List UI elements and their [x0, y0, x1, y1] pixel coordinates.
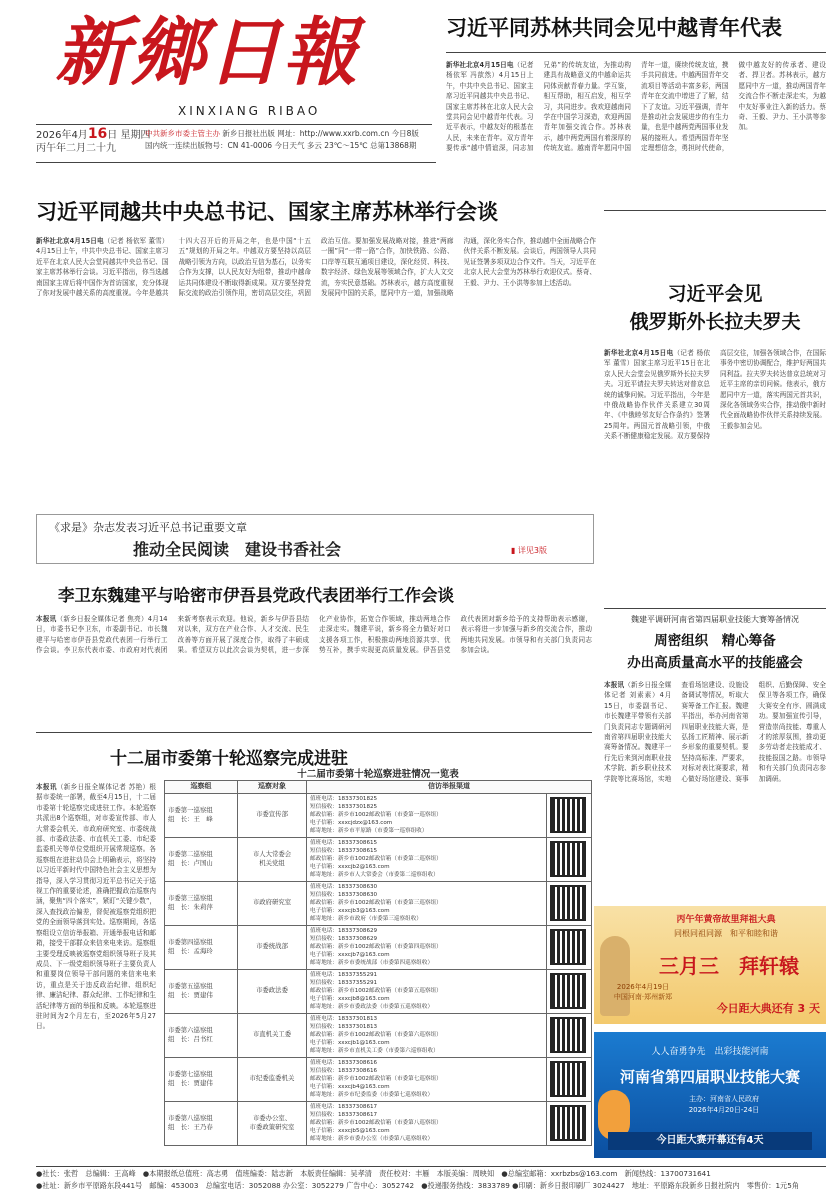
ad1-countdown: 今日距大典还有 3 天: [716, 1002, 820, 1015]
feature-ref-link[interactable]: ▮ 详见3版: [510, 546, 547, 555]
ad1-line3: 三月三 拜轩辕: [659, 954, 799, 978]
cell-target: 市委统战部: [238, 925, 307, 969]
story6-headline: 十二届市委第十轮巡察完成进驻: [110, 749, 348, 769]
story5-headline: 周密组织 精心筹备 办出高质量高水平的技能盛会: [627, 633, 803, 671]
qr-code-cell: [547, 969, 592, 1013]
cell-contact: 值班电话：18337301825 短信接收：18337301825 邮政信箱：新乡市1002邮政信箱（市委第一巡察组） 电子信箱：xxxcjdzx@163.com 邮寄地址：新乡市平原路（市委第一巡察组收）: [307, 793, 547, 837]
qr-code-icon[interactable]: [550, 929, 586, 965]
ad1-line2: 同根同祖同源 和平和睦和谐: [674, 929, 778, 938]
ad1-line1: 丙午年黄帝故里拜祖大典: [676, 915, 776, 925]
qr-code-icon[interactable]: [550, 1105, 586, 1141]
qr-code-cell: [547, 793, 592, 837]
ad2-line1: 人人奋勇争先 出彩技能河南: [651, 1047, 769, 1057]
cell-group: 市委第一巡察组 组 长：王 峰: [165, 793, 238, 837]
cell-group: 市委第二巡察组 组 长：卢国山: [165, 837, 238, 881]
cell-group: 市委第六巡察组 组 长：吕书红: [165, 1013, 238, 1057]
masthead-bottom-rule: [36, 162, 436, 163]
story4-bottom-rule: [36, 732, 592, 733]
table-row: [165, 969, 592, 1013]
table-row: [165, 793, 592, 837]
cell-target: 市委政法委: [238, 969, 307, 1013]
table-row: [165, 837, 592, 881]
story3-body: 新华社北京4月15日电（记者 杨依军 董雪）国家主席习近平15日在北京人民大会堂会见俄罗斯外长拉夫罗夫。习近平请拉夫罗夫转达对普京总统的诚挚问候。习近平指出，今年是中俄战略协作伙伴关系建立30周年、《中俄睦邻友好合作条约》签署25周年。两国元首战略引领，中俄关系不断健康稳定发展。双方要保持高层交往，加强各领域合作，在国际事务中密切协调配合，维护好两国共同利益。拉夫罗夫转达普京总统对习近平主席的亲切问候。他表示，俄方愿同中方一道，落实两国元首共识，深化各领域务实合作，推动俄中新时代全面战略协作伙伴关系持续发展。王毅参加会见。: [604, 349, 826, 441]
qr-code-cell: [547, 1101, 592, 1145]
story3-top-rule: [604, 210, 826, 211]
footer-rule: [36, 1166, 826, 1167]
cell-group: 市委第七巡察组 组 长：贾建伟: [165, 1057, 238, 1101]
cell-target: 市委宣传部: [238, 793, 307, 837]
story5-body: 本报讯（新乡日报全媒体记者 刘素素）4月15日，市委副书记、市长魏建平带领有关部门负责同志专题调研河南省第四届职业技能大赛筹备情况。魏建平一行先后来到河南职业技术学院、新乡职业技术学院等比赛场馆，实地查看场馆建设、设施设备调试等情况，听取大赛筹备工作汇报。魏建平指出，举办河南省第四届职业技能大赛，是弘扬工匠精神、展示新乡形象的重要契机。要坚持高标准、严要求，对标对表比赛要求，精心做好场馆建设、赛事组织、后勤保障、安全保卫等各项工作，确保大赛安全有序、圆满成功。要加强宣传引导，营造崇尚技能、尊重人才的浓厚氛围，推动更多劳动者走技能成才、技能报国之路。市领导和有关部门负责同志参加调研。: [604, 681, 826, 783]
feature-box: [36, 514, 594, 564]
qr-code-cell: [547, 925, 592, 969]
col-header-target: 巡察对象: [238, 781, 307, 794]
table-row: [165, 1057, 592, 1101]
ad2-line2: 河南省第四届职业技能大赛: [619, 1068, 800, 1086]
story1-rule: [446, 52, 826, 53]
qr-code-icon[interactable]: [550, 1061, 586, 1097]
qr-code-icon[interactable]: [550, 1017, 586, 1053]
table-row: [165, 881, 592, 925]
cell-target: 市直机关工委: [238, 1013, 307, 1057]
ad2-info: 主办：河南省人民政府 2026年4月20日-24日: [688, 1095, 760, 1114]
qr-code-icon[interactable]: [550, 797, 586, 833]
inspection-table-title: 十二届市委第十轮巡察进驻情况一览表: [297, 769, 459, 780]
cell-contact: 值班电话：18337308629 短信接收：18337308629 邮政信箱：新乡市1002邮政信箱（市委第四巡察组） 电子信箱：xxxcjb7@163.com 邮寄地址：新乡市委统战部（市委第四巡察组收）: [307, 925, 547, 969]
skills-contest-ad[interactable]: [594, 1032, 826, 1158]
feature-kicker: 《求是》杂志发表习近平总书记重要文章: [49, 521, 247, 534]
cell-group: 市委第五巡察组 组 长：贾建伟: [165, 969, 238, 1013]
masthead-meta: 中共新乡市委主管主办 新乡日报社出版 网址：http://www.xxrb.com.cn 今日8版 国内统一连续出版物号：CN 41-0006 今日天气 多云 23℃～15℃ 总第13868期: [145, 129, 419, 150]
inspection-table: [164, 780, 592, 1146]
cell-contact: 值班电话：18337308615 短信接收：18337308615 邮政信箱：新乡市1002邮政信箱（市委第二巡察组） 电子信箱：xxxcjb2@163.com 邮寄地址：新乡市人大常委会（市委第二巡察组收）: [307, 837, 547, 881]
table-row: [165, 1101, 592, 1145]
qr-code-icon[interactable]: [550, 841, 586, 877]
masthead-rule: [36, 124, 432, 125]
story5-top-rule: [604, 608, 826, 609]
story2-body: 新华社北京4月15日电（记者 杨依军 董雪）4月15日上午，中共中央总书记、国家主席习近平在北京人民大会堂同越共中央总书记、国家主席苏林举行会谈。习近平指出，你当选越南国家主席后将中国作为首访国家，充分体现了你对发展中越关系的高度重视。今年是越共十四大召开后的开局之年，也是中国“十五五”规划的开局之年。中越双方要坚持以高层战略引领为方向，以政治互信为基石，以务实合作为支撑，以人民友好为纽带，推动中越命运共同体建设不断取得新成果。双方要坚持党际交流的政治引领作用，密切高层交往，巩固政治互信。要加强发展战略对接，推进“两廊一圈”同“一带一路”合作，加快铁路、公路、口岸等互联互通项目建设，深化经贸、科技、数字经济、绿色发展等领域合作，扩大人文交流，夯实民意基础。苏林表示，越方高度重视发展同中国的关系，愿同中方一道，加强战略沟通，深化务实合作，推动越中全面战略合作伙伴关系不断发展。会谈后，两国领导人共同见证签署多项双边合作文件。当天，习近平在北京人民大会堂为苏林举行欢迎仪式。蔡奇、王毅、尹力、王小洪等参加上述活动。: [36, 237, 596, 298]
story6-body: 本报讯（新乡日报全媒体记者 苏艳）根据市委统一部署，截至4月15日，十二届市委第十轮巡察完成进驻工作。本轮巡察共派出8个巡察组，对市委宣传部、市人大常委会机关、市政府研究室、市委统战部、市委政法委、市直机关工委、市纪委监委机关等单位党组织开展常规巡察。各巡察组在进驻动员会上明确表示，将坚持以习近平新时代中国特色社会主义思想为指导，深入学习贯彻习近平总书记关于巡视工作的重要论述，准确把握政治巡察内涵，聚焦“四个落实”，紧盯“关键少数”，深入查找政治偏差，督促被巡察党组织把党的全面领导落到实处。巡察期间，各巡察组设立信访举报箱、开通举报电话和邮箱，接受干部群众来信来电来访。巡察组主要受理反映被巡察党组织领导班子及其成员、下一级党组织领导班子主要负责人和重要岗位领导干部问题的来信来电来访，重点是关于违反政治纪律、组织纪律、廉洁纪律、群众纪律、工作纪律和生活纪律等方面的举报和反映。本轮巡察进驻时间为2个月左右，至2026年5月27日。: [36, 783, 156, 1031]
cell-contact: 值班电话：18337301813 短信接收：18337301813 邮政信箱：新乡市1002邮政信箱（市委第六巡察组） 电子信箱：xxxcjb1@163.com 邮寄地址：新乡市直机关工委（市委第六巡察组收）: [307, 1013, 547, 1057]
table-row: [165, 925, 592, 969]
qr-code-icon[interactable]: [550, 973, 586, 1009]
qr-code-cell: [547, 881, 592, 925]
qr-code-cell: [547, 837, 592, 881]
col-header-contact: 信访举报渠道: [307, 781, 592, 794]
story4-headline: 李卫东魏建平与哈密市伊吾县党政代表团举行工作会谈: [58, 586, 454, 605]
masthead-logo: 新鄉日報: [55, 10, 359, 96]
table-row: [165, 1013, 592, 1057]
masthead-pinyin: XINXIANG RIBAO: [178, 104, 321, 118]
footer: ●社长：张哲 总编辑：王高峰 ●本期报纸总值班：高志勇 值班编委：陆志新 本版责任编辑：吴孝清 责任校对：丰雁 本版美编：周映知 ●总编室邮箱：xxrbzbs@163.com 新闻热线：13700731641 ●社址：新乡市平原路东段441号 邮编：453003 总编室电话：3052088 办公室：3052279 广告中心：3052742 ●投递服务热线：3833789 ●印刷：新乡日报印刷厂 3024427 地址：平原路东段新乡日报社院内 零售价：1元5角: [36, 1169, 800, 1190]
ancestor-worship-ad[interactable]: [594, 906, 826, 1024]
story4-body: 本报讯（新乡日报全媒体记者 焦亮）4月14日，市委书记李卫东，市委副书记、市长魏建平与哈密市伊吾县党政代表团一行举行工作会谈。李卫东代表市委、市政府对代表团来新考察表示欢迎。他说，新乡与伊吾县结对以来，双方在产业合作、人才交流、民生改善等方面开展了深度合作，取得了丰硕成果。希望双方以此次会谈为契机，进一步深化产业协作，拓宽合作领域，推动两地合作走深走实。魏建平说，新乡将全力做好对口支援各项工作，积极推动两地资源共享、优势互补，携手实现更高质量发展。伊吾县党政代表团对新乡给予的支持帮助表示感谢，表示将进一步加强与新乡的交流合作，推动两地共同发展。市领导和有关部门负责同志参加会谈。: [36, 615, 592, 655]
story1-body: 新华社北京4月15日电（记者 杨依军 冯歆然）4月15日上午，中共中央总书记、国家主席习近平同越共中央总书记、国家主席苏林在北京人民大会堂共同会见中越青年代表。习近平表示，中越友好的根基在人民，未来在青年。双方青年要传承“越中情谊深，同志加兄弟”的传统友谊，为推动构建具有战略意义的中越命运共同体贡献青春力量。学互鉴，相互帮助，相互启发，相互学习，共同进步。我欢迎越南同学在中国学习深造，欢迎两国青年加强交流合作。苏林表示，越中两党两国有着深厚的传统友谊。越南青年愿同中国青年一道，赓续传统友谊，携手共同前进。中越两国青年交流项目等活动丰富多彩，两国青年在交流中增进了了解，结下了友谊。习近平强调，青年是推动社会发展进步的有生力量，也是中越两党两国事业发展的接班人。希望两国青年坚定理想信念，勇担时代使命，做中越友好的传承者、建设者、捍卫者。苏林表示，越方愿同中方一道，推动两国青年交流合作不断走深走实，为越中友好事业注入新的活力。蔡奇、王毅、尹力、王小洪等参加。: [446, 61, 826, 153]
emperor-statue-icon: [600, 936, 630, 1016]
story2-headline: 习近平同越共中央总书记、国家主席苏林举行会谈: [36, 199, 498, 224]
cell-target: 市委办公室、 市委政策研究室: [238, 1101, 307, 1145]
ad2-countdown: 今日距大赛开幕还有4天: [608, 1132, 812, 1150]
cell-target: 市人大常委会 机关党组: [238, 837, 307, 881]
issue-date: 2026年4月16日 星期四 丙午年二月二十九: [36, 126, 151, 154]
feature-headline: 推动全民阅读 建设书香社会: [133, 540, 342, 559]
cell-group: 市委第四巡察组 组 长：孟海玲: [165, 925, 238, 969]
qr-code-cell: [547, 1057, 592, 1101]
qr-code-cell: [547, 1013, 592, 1057]
cell-contact: 值班电话：18337308617 短信接收：18337308617 邮政信箱：新乡市1002邮政信箱（市委第八巡察组） 电子信箱：xxxcjb5@163.com 邮寄地址：新乡市委办公室（市委第八巡察组收）: [307, 1101, 547, 1145]
story3-headline: 习近平会见 俄罗斯外长拉夫罗夫: [629, 283, 801, 333]
col-header-group: 巡察组: [165, 781, 238, 794]
qr-code-icon[interactable]: [550, 885, 586, 921]
cell-contact: 值班电话：18337308630 短信接收：18337308630 邮政信箱：新乡市1002邮政信箱（市委第三巡察组） 电子信箱：xxxcjb3@163.com 邮寄地址：新乡市政府（市委第三巡察组收）: [307, 881, 547, 925]
lunar-date: 丙午年二月二十九: [36, 143, 116, 154]
cell-group: 市委第八巡察组 组 长：王乃春: [165, 1101, 238, 1145]
cell-group: 市委第三巡察组 组 长：朱莉萍: [165, 881, 238, 925]
story5-kicker: 魏建平调研河南省第四届职业技能大赛筹备情况: [631, 615, 799, 624]
cell-contact: 值班电话：18337308616 短信接收：18337308616 邮政信箱：新乡市1002邮政信箱（市委第七巡察组） 电子信箱：xxxcjb4@163.com 邮寄地址：新乡市纪委监委（市委第七巡察组收）: [307, 1057, 547, 1101]
inspection-table-header: [165, 781, 592, 794]
cell-target: 市政府研究室: [238, 881, 307, 925]
cell-target: 市纪委监委机关: [238, 1057, 307, 1101]
cell-contact: 值班电话：18337355291 短信接收：18337355291 邮政信箱：新乡市1002邮政信箱（市委第五巡察组） 电子信箱：xxxcjb8@163.com 邮寄地址：新乡市委政法委（市委第五巡察组收）: [307, 969, 547, 1013]
ad1-date: 2026年4月19日 中国河南·郑州新郑: [613, 983, 673, 1001]
story1-headline: 习近平同苏林共同会见中越青年代表: [446, 15, 782, 40]
